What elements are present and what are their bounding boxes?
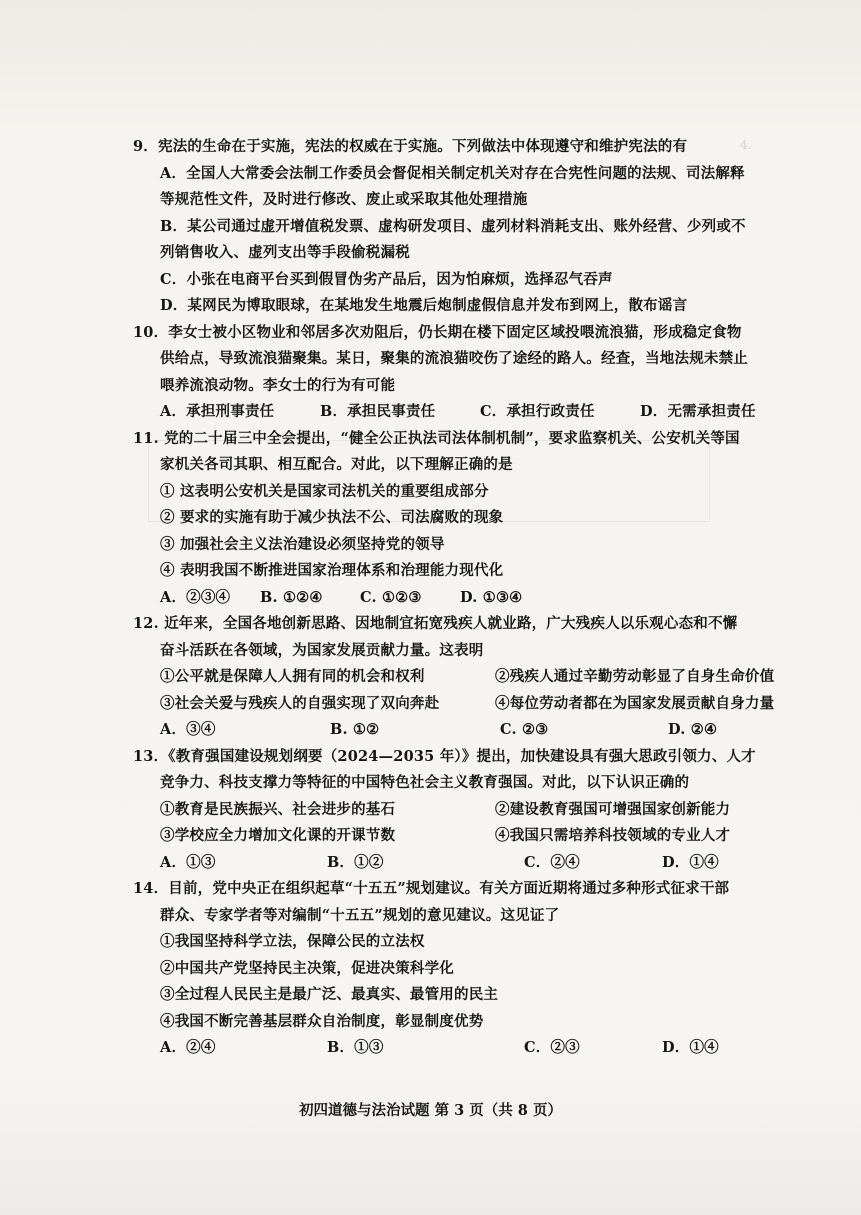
option-b-cont: 列销售收入、虚列支出等手段偷税漏税 <box>160 244 410 261</box>
option-a: A．全国人大常委会法制工作委员会督促相关制定机关对存在合宪性问题的法规、司法解释 <box>160 164 745 182</box>
statement-1: ① 这表明公安机关是国家司法机关的重要组成部分 <box>160 482 489 500</box>
question-13 <box>133 744 828 877</box>
choice-b: B．承担民事责任 <box>320 403 436 420</box>
choice-a: A．①③ <box>160 853 216 871</box>
choice-row <box>133 717 828 744</box>
choice-b: B. ①②④ <box>260 588 323 606</box>
statement-row <box>133 664 828 691</box>
choice-row <box>133 399 828 426</box>
question-stem-cont: 群众、专家学者等对编制“十五五”规划的意见建议。这见证了 <box>160 906 560 924</box>
question-stem-cont: 奋斗活跃在各领域，为国家发展贡献力量。这表明 <box>160 641 484 659</box>
statement-3: ③学校应全力增加文化课的开课节数 <box>160 827 396 844</box>
choice-a: A．②③④ <box>160 588 231 606</box>
choice-c: C．②④ <box>524 853 580 871</box>
statement-row <box>133 823 828 850</box>
option-a-cont: 等规范性文件，及时进行修改、废止或采取其他处理措施 <box>160 191 528 208</box>
choice-c: C. ①②③ <box>360 588 422 606</box>
statement-4: ④ 表明我国不断推进国家治理体系和治理能力现代化 <box>160 562 504 579</box>
choice-c: C. ②③ <box>500 721 549 738</box>
choice-c: C．承担行政责任 <box>480 403 595 420</box>
choice-b: B. ①② <box>330 721 380 738</box>
choice-d: D．①④ <box>662 853 719 871</box>
choice-b: B．①③ <box>327 1039 384 1056</box>
question-stem: 9．宪法的生命在于实施，宪法的权威在于实施。下列做法中体现遵守和维护宪法的有 <box>133 138 688 155</box>
statement-4: ④每位劳动者都在为国家发展贡献自身力量 <box>495 694 775 712</box>
question-11 <box>133 426 828 612</box>
statement-row <box>133 691 828 718</box>
choice-row <box>133 585 828 612</box>
option-b: B．某公司通过虚开增值税发票、虚构研发项目、虚列材料消耗支出、账外经营、少列或不 <box>160 217 746 235</box>
statement-1: ①公平就是保障人人拥有同的机会和权利 <box>160 668 425 685</box>
question-stem: 10．李女士被小区物业和邻居多次劝阻后，仍长期在楼下固定区域投喂流浪猫，形成稳定食物 <box>133 323 742 341</box>
choice-d: D．无需承担责任 <box>640 403 756 420</box>
statement-1: ①我国坚持科学立法，保障公民的立法权 <box>160 933 425 950</box>
choice-row <box>133 850 828 877</box>
question-stem-cont: 喂养流浪动物。李女士的行为有可能 <box>160 376 396 394</box>
choice-d: D. ②④ <box>668 721 718 738</box>
statement-3: ③社会关爱与残疾人的自强实现了双向奔赴 <box>160 694 440 712</box>
question-stem: 11. 党的二十届三中全会提出，“健全公正执法司法体制机制”，要求监察机关、公安机关等国 <box>133 429 740 447</box>
option-c: C．小张在电商平台买到假冒伪劣产品后，因为怕麻烦，选择忍气吞声 <box>160 270 613 288</box>
choice-d: D. ①③④ <box>460 588 523 606</box>
bleed-through-mark: 4. <box>740 138 752 152</box>
question-stem: 13．《教育强国建设规划纲要（2024—2035 年）》提出，加快建设具有强大思政引领力、人才 <box>133 747 756 765</box>
choice-a: A．②④ <box>160 1039 216 1056</box>
statement-2: ②建设教育强国可增强国家创新能力 <box>495 800 731 818</box>
choice-row <box>133 1035 828 1062</box>
question-9 <box>133 134 828 320</box>
question-stem-cont: 家机关各司其职、相互配合。对此，以下理解正确的是 <box>160 456 513 473</box>
statement-3: ③全过程人民民主是最广泛、最真实、最管用的民主 <box>160 986 499 1003</box>
statement-row <box>133 797 828 824</box>
question-stem: 12. 近年来，全国各地创新思路、因地制宜拓宽残疾人就业路，广大残疾人以乐观心态和不懈 <box>133 615 738 632</box>
statement-3: ③ 加强社会主义法治建设必须坚持党的领导 <box>160 535 445 553</box>
statement-2: ②残疾人通过辛勤劳动彰显了自身生命价值 <box>495 668 775 685</box>
question-12 <box>133 611 828 744</box>
statement-4: ④我国只需培养科技领域的专业人才 <box>495 827 731 844</box>
question-stem-cont: 竞争力、科技支撑力等特征的中国特色社会主义教育强国。对此，以下认识正确的 <box>160 774 690 791</box>
option-d: D．某网民为博取眼球，在某地发生地震后炮制虚假信息并发布到网上，散布谣言 <box>160 297 688 314</box>
question-list <box>133 134 828 1062</box>
question-14 <box>133 876 828 1062</box>
choice-a: A．③④ <box>160 721 216 738</box>
choice-d: D．①④ <box>662 1039 719 1056</box>
choice-a: A．承担刑事责任 <box>160 403 275 420</box>
statement-1: ①教育是民族振兴、社会进步的基石 <box>160 800 396 818</box>
choice-c: C．②③ <box>524 1039 580 1056</box>
question-stem: 14．目前，党中央正在组织起草“十五五”规划建议。有关方面近期将通过多种形式征求干部 <box>133 880 730 897</box>
question-10 <box>133 320 828 426</box>
statement-2: ②中国共产党坚持民主决策，促进决策科学化 <box>160 959 454 977</box>
statement-2: ② 要求的实施有助于减少执法不公、司法腐败的现象 <box>160 509 504 526</box>
page-footer: 初四道德与法治试题 第 3 页（共 8 页） <box>299 1102 562 1119</box>
choice-b: B．①② <box>327 853 384 871</box>
question-stem-cont: 供给点，导致流浪猫聚集。某日，聚集的流浪猫咬伤了途经的路人。经查，当地法规未禁止 <box>160 350 748 367</box>
statement-4: ④我国不断完善基层群众自治制度，彰显制度优势 <box>160 1012 484 1030</box>
